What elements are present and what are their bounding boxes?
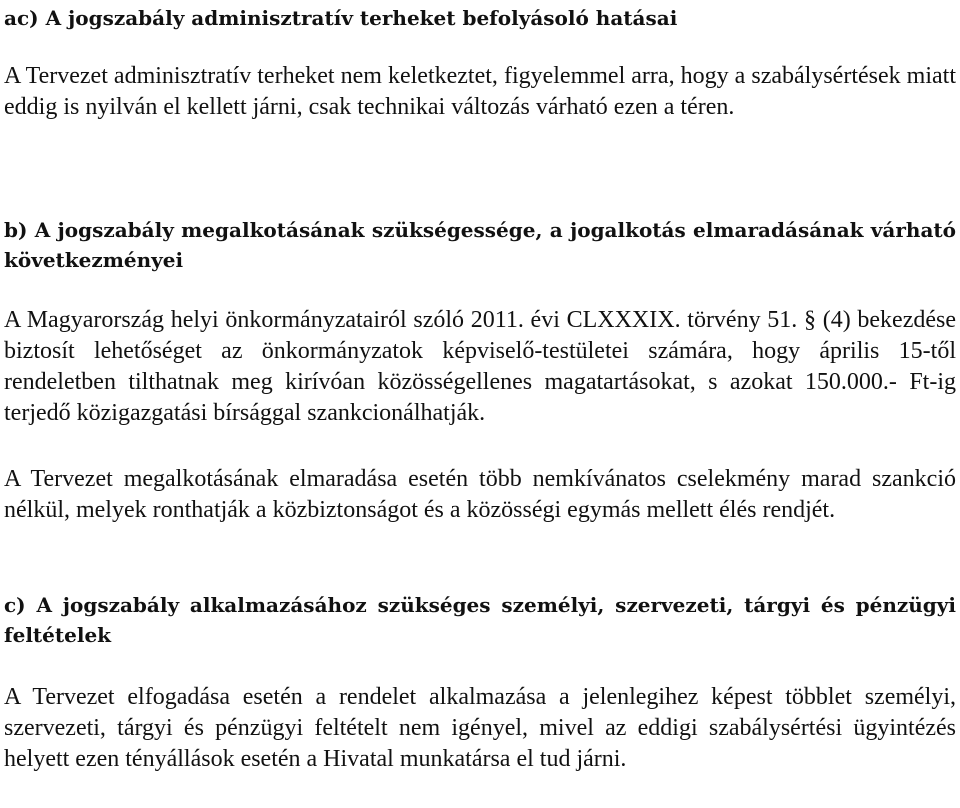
section-heading-ac: ac) A jogszabály adminisztratív terheket befolyásoló hatásai xyxy=(4,6,678,30)
section-heading-b: b) A jogszabály megalkotásának szükségessége, a jogalkotás elmaradásának várható következményei xyxy=(4,218,956,272)
section-paragraph-b-1: A Magyarország helyi önkormányzatairól szóló 2011. évi CLXXXIX. törvény 51. § (4) bekezdése biztosít lehetőséget az önkormányzatok képviselő-testületei számára, hogy április 15-től rendeletben tilthatnak meg kirívóan közösségellenes magatartásokat, s azokat 150.000.- Ft-ig terjedő közigazgatási bírsággal szankcionálhatják. xyxy=(4,307,956,426)
section-paragraph-b-2: A Tervezet megalkotásának elmaradása esetén több nemkívánatos cselekmény marad szankció nélkül, melyek ronthatják a közbiztonságot és a közösségi egymás mellett élés rendjét. xyxy=(4,466,956,523)
section-heading-c: c) A jogszabály alkalmazásához szükséges személyi, szervezeti, tárgyi és pénzügyi feltételek xyxy=(4,593,956,647)
section-paragraph-ac: A Tervezet adminisztratív terheket nem keletkeztet, figyelemmel arra, hogy a szabálysértések miatt eddig is nyilván el kellett járni, csak technikai változás várható ezen a téren. xyxy=(4,63,956,120)
section-paragraph-c: A Tervezet elfogadása esetén a rendelet alkalmazása a jelenlegihez képest többlet személyi, szervezeti, tárgyi és pénzügyi feltételt nem igényel, mivel az eddigi szabálysértési ügyintézés helyett ezen tényállások esetén a Hivatal munkatársa el tud járni. xyxy=(4,684,956,772)
